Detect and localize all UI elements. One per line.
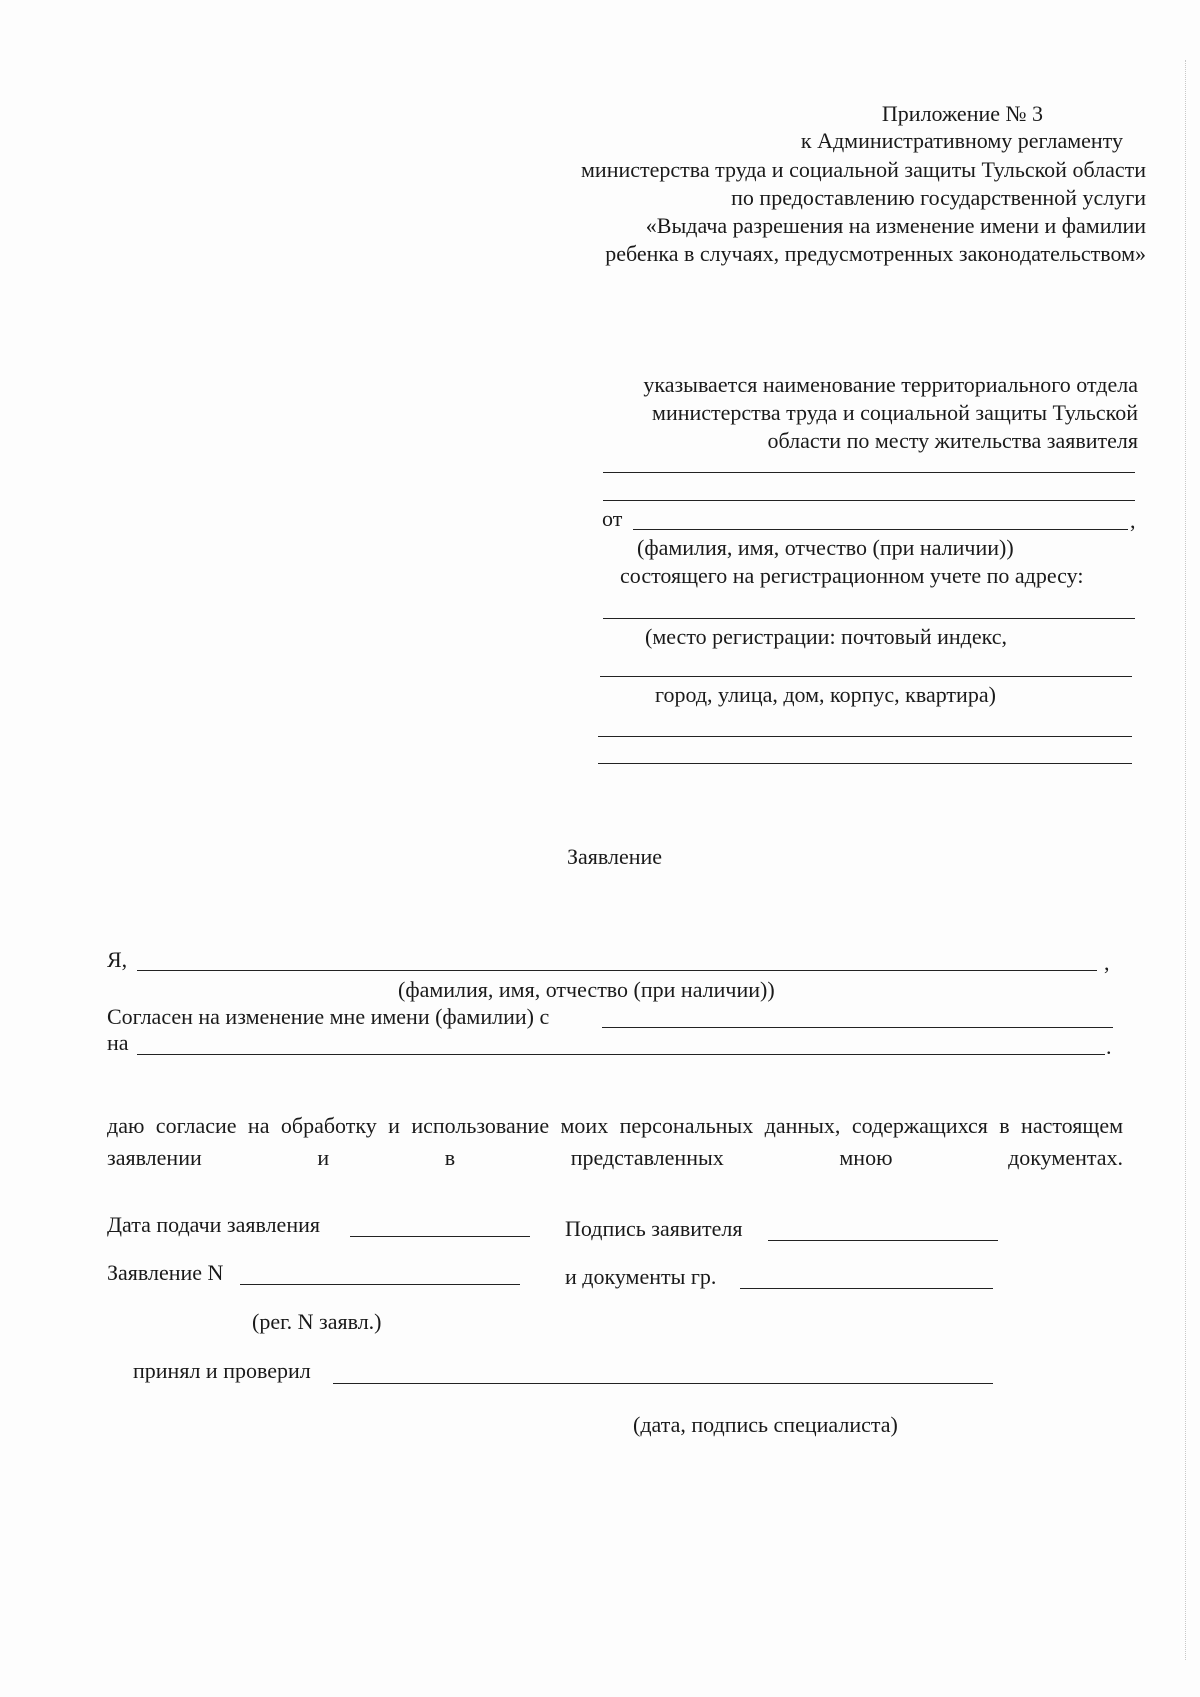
consent-change-label: Согласен на изменение мне имени (фамилии) с [107,1004,550,1029]
personal-data-consent: даю согласие на обработку и использование моих персональных данных, содержащихся в настоящем заявлении и в представленных мною документах. [107,1113,1123,1170]
addressee-hint-1: указывается наименование территориального отдела [643,372,1138,397]
new-name-period: . [1106,1034,1112,1059]
applicant-fio-hint: (фамилия, имя, отчество (при наличии)) [398,977,775,1002]
address-field-line-1[interactable] [603,618,1135,619]
applicant-comma: , [1104,950,1110,975]
addressee-field-line-2[interactable] [603,500,1135,501]
address-field-line-4[interactable] [598,763,1132,764]
registered-label: состоящего на регистрационном учете по адресу: [620,563,1084,588]
addressee-hint-2: министерства труда и социальной защиты Тульской [652,400,1138,425]
i-label: Я, [107,947,128,972]
appendix-service-line: по предоставлению государственной услуги [731,185,1146,210]
documents-label: и документы гр. [565,1264,717,1289]
received-checked-field[interactable] [333,1383,993,1384]
appendix-service-title-1: «Выдача разрешения на изменение имени и фамилии [645,213,1146,238]
appendix-number: Приложение № 3 [881,101,1043,126]
scan-edge-dots [1185,60,1186,1660]
from-fio-hint: (фамилия, имя, отчество (при наличии)) [637,535,1014,560]
appendix-ministry-line: министерства труда и социальной защиты Тульской области [581,157,1146,182]
address-field-line-3[interactable] [598,736,1132,737]
reg-number-hint: (рег. N заявл.) [252,1309,382,1334]
address-hint-2: город, улица, дом, корпус, квартира) [655,682,996,707]
specialist-hint: (дата, подпись специалиста) [633,1412,898,1437]
submission-date-field[interactable] [350,1236,530,1237]
new-name-field[interactable] [137,1054,1105,1055]
document-title: Заявление [567,844,663,869]
from-comma: , [1130,508,1136,533]
applicant-fio-field[interactable] [137,970,1097,971]
appendix-regulation-line: к Административному регламенту [800,128,1123,153]
documents-citizen-field[interactable] [740,1288,993,1289]
received-checked-label: принял и проверил [133,1358,311,1383]
application-number-label: Заявление N [107,1260,224,1285]
appendix-service-title-2: ребенка в случаях, предусмотренных законодательством» [605,241,1146,266]
new-name-label: на [107,1030,129,1055]
old-name-field[interactable] [602,1027,1113,1028]
application-number-field[interactable] [240,1284,520,1285]
address-hint-1: (место регистрации: почтовый индекс, [645,624,1008,649]
submission-date-label: Дата подачи заявления [107,1212,320,1237]
addressee-field-line-1[interactable] [603,472,1135,473]
address-field-line-2[interactable] [600,676,1132,677]
from-fio-field[interactable] [633,529,1128,530]
addressee-hint-3: области по месту жительства заявителя [767,428,1138,453]
applicant-signature-label: Подпись заявителя [565,1216,743,1241]
applicant-signature-field[interactable] [768,1240,998,1241]
from-label: от [602,506,623,531]
